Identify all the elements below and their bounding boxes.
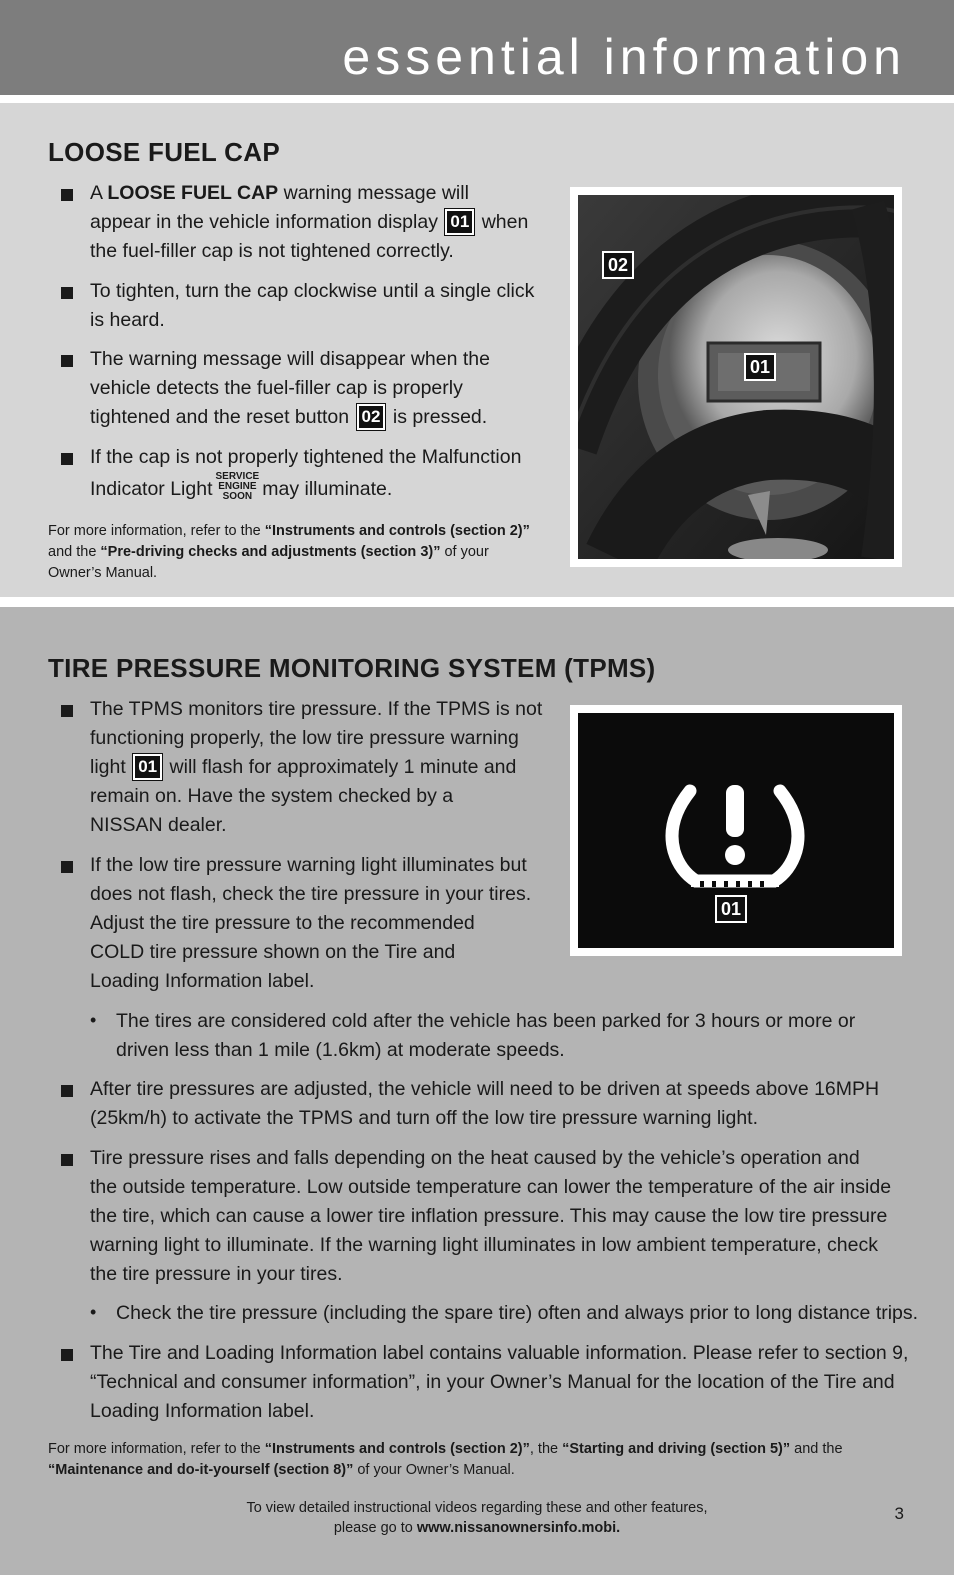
badge-01: 01 bbox=[133, 754, 162, 780]
tpms-reference: For more information, refer to the “Instruments and controls (section 2)”, the “Starting and driving (section 5)” and the “Maintenance and do-it-yourself (section 8)” of your Owner’s Manual. bbox=[48, 1441, 843, 1478]
bullet-square bbox=[61, 355, 73, 367]
page-number: 3 bbox=[894, 1504, 904, 1523]
tpms-sub-bullet-2: Check the tire pressure (including the spare tire) often and always prior to long distance trips. bbox=[116, 1302, 919, 1324]
bullet-square bbox=[61, 1349, 73, 1361]
page-title: essential information bbox=[342, 29, 906, 85]
bullet-square bbox=[61, 705, 73, 717]
bullet-dot: • bbox=[90, 1302, 97, 1322]
tpms-photo-frame bbox=[570, 705, 902, 956]
bullet-square bbox=[61, 453, 73, 465]
tpms-bullet-3: After tire pressures are adjusted, the vehicle will need to be driven at speeds above 16MPH (25km/h) to activate the TPMS and turn off the low tire pressure warning light. bbox=[90, 1078, 880, 1129]
bullet-square bbox=[61, 189, 73, 201]
bullet-square bbox=[61, 1154, 73, 1166]
service-engine-soon-icon: SERVICE ENGINE SOON bbox=[215, 471, 260, 502]
page-header bbox=[0, 0, 954, 95]
badge-02: 02 bbox=[357, 404, 386, 430]
badge-01: 01 bbox=[445, 209, 474, 235]
fuel-cap-reference: For more information, refer to the “Instruments and controls (section 2)” and the “Pre-driving checks and adjustments (section 3)” of your Owner’s Manual. bbox=[48, 523, 530, 581]
fuel-cap-bullet-3: The warning message will disappear when the vehicle detects the fuel-filler cap is properly tightened and the reset button 02 is pressed. bbox=[90, 348, 490, 428]
fuel-cap-bullet-1: A LOOSE FUEL CAP warning message will appear in the vehicle information display 01 when the fuel-filler cap is not tightened correctly. bbox=[90, 182, 529, 262]
bullet-square bbox=[61, 1085, 73, 1097]
tpms-bullet-5: The Tire and Loading Information label contains valuable information. Please refer to section 9, “Technical and consumer information”, in your Owner’s Manual for the location of the Tire and Loading Information label. bbox=[90, 1342, 909, 1422]
dashboard-photo bbox=[578, 195, 894, 559]
tpms-sub-bullet-1: The tires are considered cold after the vehicle has been parked for 3 hours or more or driven less than 1 mile (1.6km) at moderate speeds. bbox=[116, 1010, 856, 1061]
bullet-square bbox=[61, 287, 73, 299]
footer-link[interactable]: www.nissanownersinfo.mobi. bbox=[416, 1520, 621, 1536]
tpms-heading: TIRE PRESSURE MONITORING SYSTEM (TPMS) bbox=[48, 653, 656, 683]
dashboard-photo-frame bbox=[570, 187, 902, 567]
tpms-bullet-2: If the low tire pressure warning light illuminates but does not flash, check the tire pressure in your tires. Adjust the tire pressure to the recommended COLD tire pressure shown on the Tire and Loading Information label. bbox=[90, 854, 532, 992]
fuel-cap-bullet-2: To tighten, turn the cap clockwise until a single click is heard. bbox=[90, 280, 535, 331]
tpms-bullet-4: Tire pressure rises and falls depending on the heat caused by the vehicle’s operation and the outside temperature. Low outside temperature can lower the temperature of the air inside the tire, which can cause a lower tire inflation pressure. This may cause the low tire pressure warning light to illuminate. If the warning light illuminates in low ambient temperature, check the tire pressure in your tires. bbox=[90, 1147, 892, 1285]
callout-02: 02 bbox=[602, 251, 634, 279]
tpms-bullet-1: The TPMS monitors tire pressure. If the TPMS is not functioning properly, the low tire pressure warning light 01 will flash for approximately 1 minute and remain on. Have the system checked by a NISSAN dealer. bbox=[90, 698, 543, 836]
bullet-square bbox=[61, 861, 73, 873]
callout-01: 01 bbox=[744, 353, 776, 381]
bullet-dot: • bbox=[90, 1010, 97, 1030]
fuel-cap-bullet-4: If the cap is not properly tightened the Malfunction Indicator LightSERVICE ENGINE SOON may illuminate. bbox=[90, 446, 522, 502]
footer-note: To view detailed instructional videos regarding these and other features, please go to www.nissanownersinfo.mobi. bbox=[246, 1500, 708, 1536]
fuel-cap-heading: LOOSE FUEL CAP bbox=[48, 137, 280, 167]
callout-01: 01 bbox=[715, 895, 747, 923]
